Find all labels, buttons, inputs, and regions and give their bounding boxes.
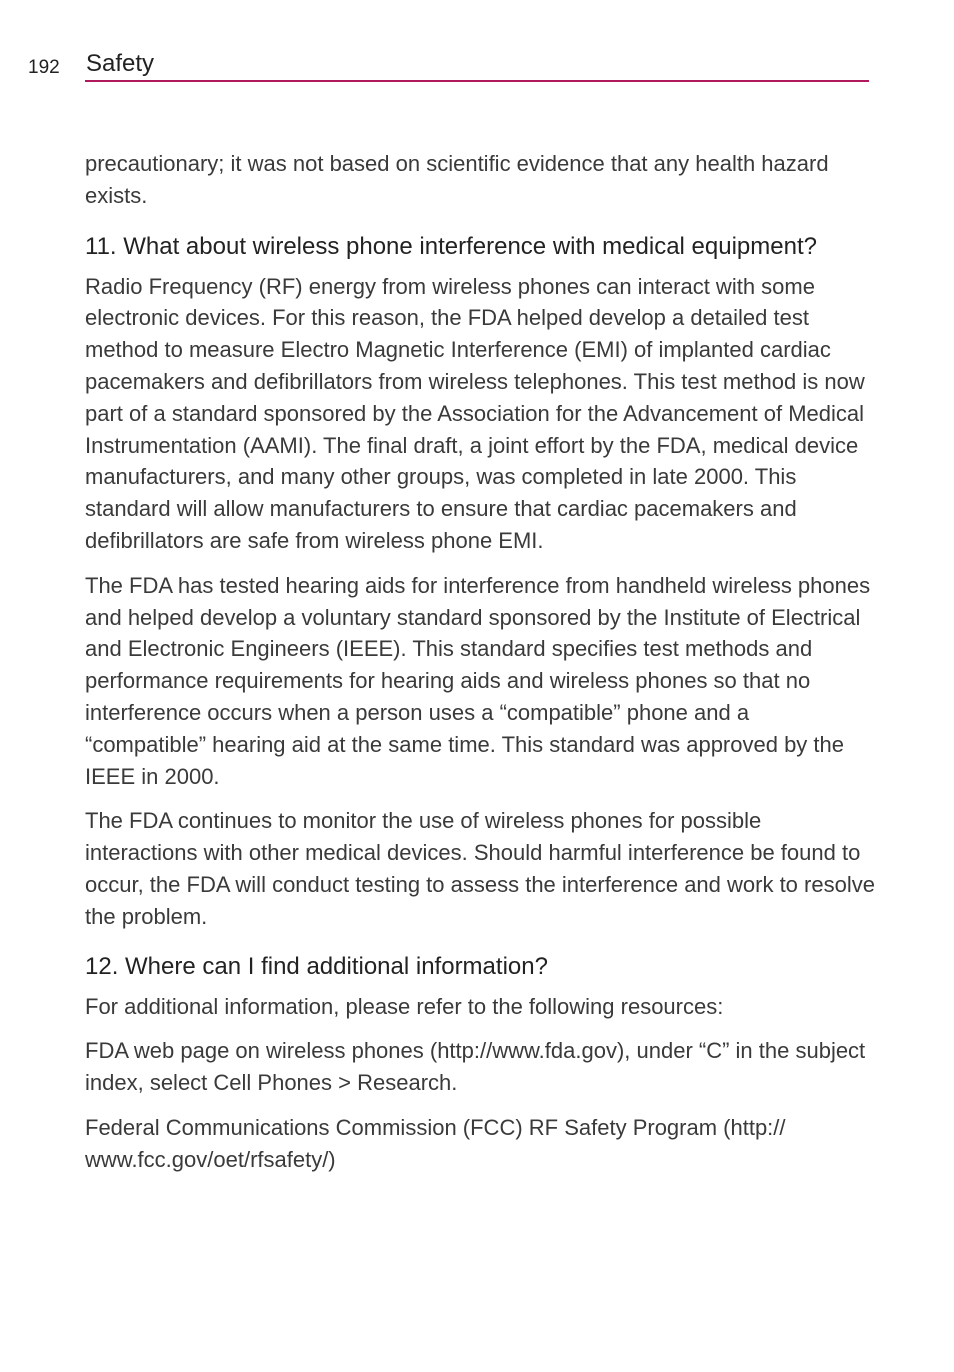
section-11-paragraph-3: The FDA continues to monitor the use of wireless phones for possible interactions with other medical devices. Should harmful interference be found to occur, the FDA will conduct testing to assess the interference and work to resolve the problem. [85,808,875,929]
page-number: 192 [28,57,60,78]
header-divider [85,80,869,82]
section-11-heading: 11. What about wireless phone interference with medical equipment? [85,232,817,260]
page-content [85,148,875,1189]
intro-paragraph: precautionary; it was not based on scientific evidence that any health hazard exists. [85,151,829,208]
section-title: Safety [86,50,155,77]
section-11-paragraph-1: Radio Frequency (RF) energy from wireless phones can interact with some electronic devices. For this reason, the FDA helped develop a detailed test method to measure Electro Magnetic Interference (EMI) of implanted cardiac pacemakers and defibrillators from wireless telephones. This test method is now part of a standard sponsored by the Association for the Advancement of Medical Instrumentation (AAMI). The final draft, a joint effort by the FDA, medical device manufacturers, and many other groups, was completed in late 2000. This standard will allow manufacturers to ensure that cardiac pacemakers and defibrillators are safe from wireless phone EMI. [85,273,865,553]
section-11-paragraph-2: The FDA has tested hearing aids for interference from handheld wireless phones and helped develop a voluntary standard sponsored by the Institute of Electrical and Electronic Engineers (IEEE). This standard specifies test methods and performance requirements for hearing aids and wireless phones so that no interference occurs when a person uses a “compatible” phone and a “compatible” hearing aid at the same time. This standard was approved by the IEEE in 2000. [85,572,871,789]
section-12-paragraph-3: Federal Communications Commission (FCC) RF Safety Program (http:// www.fcc.gov/oet/rfsafety/) [85,1114,786,1172]
section-12-heading: 12. Where can I find additional information? [85,952,548,980]
section-12-paragraph-1: For additional information, please refer to the following resources: [85,993,724,1019]
section-12-paragraph-2: FDA web page on wireless phones (http://www.fda.gov), under “C” in the subject index, select Cell Phones > Research. [85,1038,866,1096]
